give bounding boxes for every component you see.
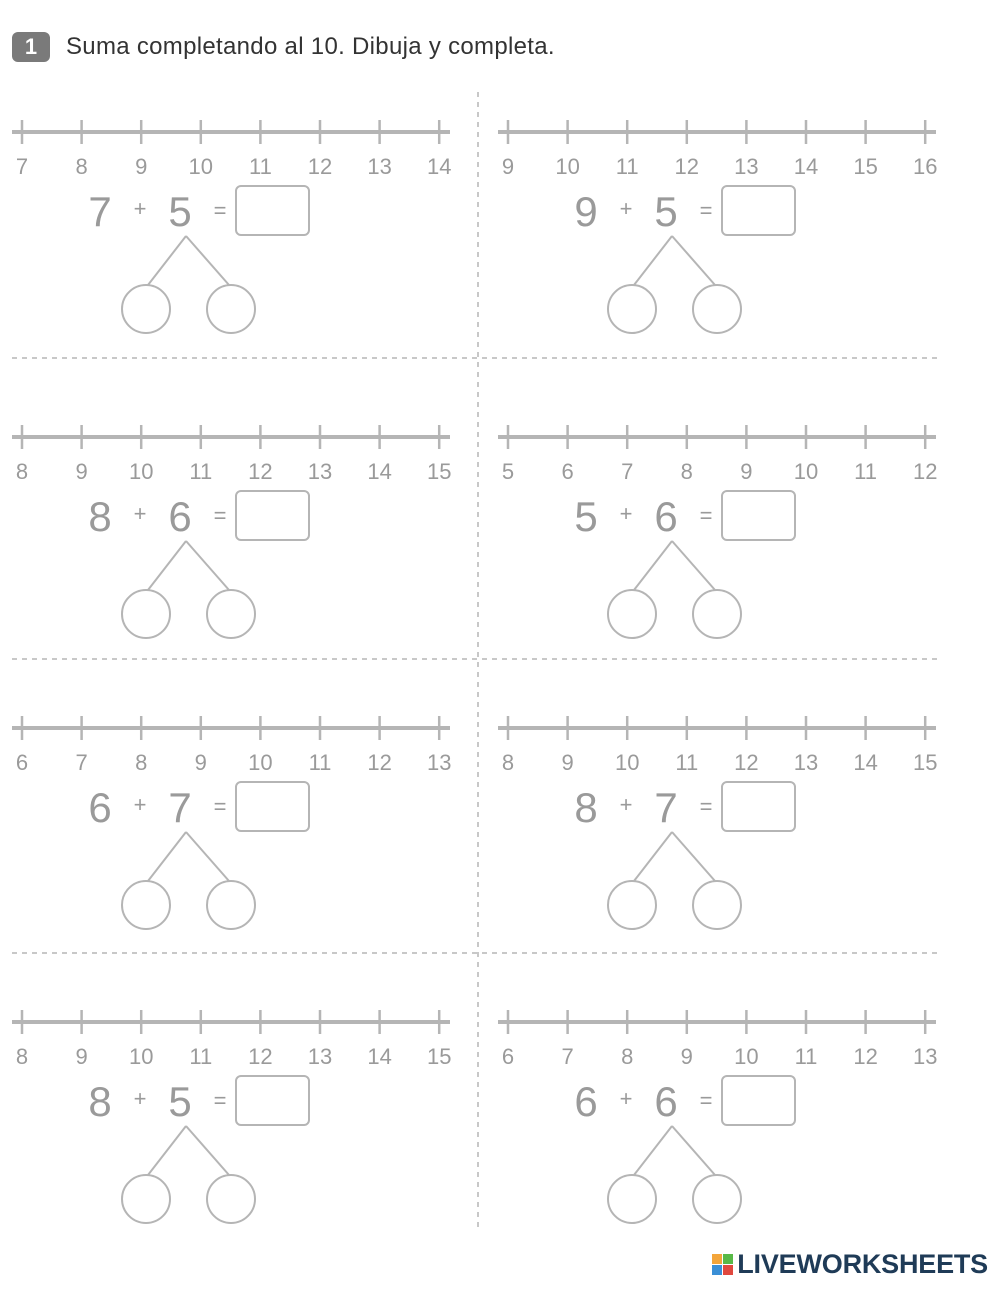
equals-sign: = [213, 503, 227, 528]
plus-sign: + [619, 196, 633, 221]
tick-label: 12 [248, 1044, 273, 1069]
tick-label: 7 [561, 1044, 574, 1069]
decompose-circle-left[interactable] [122, 881, 170, 929]
tick-label: 13 [367, 154, 392, 179]
liveworksheets-logo-icon [712, 1254, 733, 1275]
addend-b: 5 [654, 188, 678, 235]
tick-label: 13 [734, 154, 759, 179]
tick-label: 9 [501, 154, 515, 179]
addend-a: 6 [574, 1078, 598, 1125]
tick-label: 8 [15, 1044, 29, 1069]
answer-box[interactable] [236, 782, 309, 831]
addend-b: 7 [168, 784, 192, 831]
exercise-3 [12, 425, 451, 638]
exercise-6 [498, 716, 937, 929]
tick-label: 9 [135, 154, 148, 179]
tick-label: 9 [680, 1044, 693, 1069]
tick-label: 12 [307, 154, 333, 179]
tick-label: 14 [367, 459, 392, 484]
branch-line-right [186, 1126, 229, 1175]
tick-label: 12 [912, 459, 938, 484]
addend-a: 5 [574, 493, 598, 540]
tick-label: 10 [188, 154, 214, 179]
tick-label: 15 [912, 750, 938, 775]
plus-sign: + [619, 792, 633, 817]
addend-b: 6 [654, 1078, 678, 1125]
answer-box[interactable] [722, 186, 795, 235]
decompose-circle-right[interactable] [207, 881, 255, 929]
answer-box[interactable] [722, 1076, 795, 1125]
brand-name: LIVEWORKSHEETS [737, 1249, 988, 1279]
equals-sign: = [213, 198, 227, 223]
tick-label: 12 [853, 1044, 878, 1069]
tick-label: 8 [680, 459, 693, 484]
tick-label: 10 [793, 459, 819, 484]
tick-label: 6 [15, 750, 29, 775]
equals-sign: = [699, 1088, 713, 1113]
addend-a: 8 [574, 784, 598, 831]
exercise-5 [12, 716, 451, 929]
tick-label: 10 [248, 750, 273, 775]
addend-b: 6 [654, 493, 678, 540]
tick-label: 14 [367, 1044, 392, 1069]
decompose-circle-right[interactable] [693, 881, 741, 929]
tick-label: 11 [189, 459, 213, 484]
branch-line-left [148, 1126, 186, 1175]
equals-sign: = [699, 198, 713, 223]
answer-box[interactable] [236, 491, 309, 540]
branch-line-left [634, 1126, 672, 1175]
tick-label: 12 [674, 154, 700, 179]
logo-square [723, 1254, 733, 1264]
instruction-text: Suma completando al 10. Dibuja y completa. [66, 33, 555, 60]
decompose-circle-right[interactable] [207, 285, 255, 333]
decompose-circle-left[interactable] [122, 1175, 170, 1223]
tick-label: 9 [75, 1044, 88, 1069]
addend-b: 7 [654, 784, 678, 831]
tick-label: 9 [194, 750, 207, 775]
decompose-circle-left[interactable] [608, 881, 656, 929]
branch-line-right [672, 541, 715, 590]
tick-label: 7 [15, 154, 29, 179]
tick-label: 9 [561, 750, 574, 775]
tick-label: 15 [426, 1044, 452, 1069]
tick-label: 11 [675, 750, 699, 775]
tick-label: 11 [854, 459, 878, 484]
tick-label: 12 [248, 459, 273, 484]
answer-box[interactable] [236, 1076, 309, 1125]
tick-label: 14 [853, 750, 878, 775]
tick-label: 11 [248, 154, 272, 179]
tick-label: 6 [561, 459, 574, 484]
decompose-circle-left[interactable] [608, 285, 656, 333]
tick-label: 14 [426, 154, 452, 179]
addend-b: 5 [168, 1078, 192, 1125]
decompose-circle-right[interactable] [207, 1175, 255, 1223]
decompose-circle-right[interactable] [693, 590, 741, 638]
plus-sign: + [133, 196, 147, 221]
tick-label: 15 [426, 459, 452, 484]
logo-square [712, 1254, 722, 1264]
branch-line-left [634, 236, 672, 285]
plus-sign: + [133, 1086, 147, 1111]
plus-sign: + [619, 1086, 633, 1111]
exercise-7 [12, 1010, 451, 1223]
logo-square [712, 1265, 722, 1275]
tick-label: 12 [734, 750, 759, 775]
equals-sign: = [213, 1088, 227, 1113]
tick-label: 8 [15, 459, 29, 484]
branch-line-right [672, 1126, 715, 1175]
tick-label: 10 [614, 750, 640, 775]
exercise-number-badge: 1 [12, 32, 50, 62]
tick-label: 12 [367, 750, 392, 775]
tick-label: 9 [740, 459, 753, 484]
tick-label: 15 [853, 154, 878, 179]
equals-sign: = [699, 794, 713, 819]
tick-label: 8 [135, 750, 148, 775]
decompose-circle-right[interactable] [207, 590, 255, 638]
addend-a: 6 [88, 784, 112, 831]
decompose-circle-left[interactable] [608, 590, 656, 638]
branch-line-right [672, 832, 715, 881]
branch-line-left [148, 832, 186, 881]
tick-label: 11 [308, 750, 332, 775]
branch-line-right [186, 832, 229, 881]
tick-label: 13 [912, 1044, 938, 1069]
answer-box[interactable] [722, 782, 795, 831]
tick-label: 13 [793, 750, 819, 775]
exercise-2 [498, 120, 937, 333]
decompose-circle-left[interactable] [122, 285, 170, 333]
tick-label: 14 [793, 154, 819, 179]
tick-label: 11 [615, 154, 639, 179]
addend-b: 6 [168, 493, 192, 540]
branch-line-left [634, 541, 672, 590]
decompose-circle-right[interactable] [693, 285, 741, 333]
tick-label: 10 [128, 1044, 154, 1069]
exercise-1 [12, 120, 451, 333]
equals-sign: = [699, 503, 713, 528]
decompose-circle-right[interactable] [693, 1175, 741, 1223]
decompose-circle-left[interactable] [608, 1175, 656, 1223]
branch-line-right [186, 236, 229, 285]
tick-label: 8 [621, 1044, 634, 1069]
tick-label: 11 [189, 1044, 213, 1069]
addend-a: 8 [88, 493, 112, 540]
tick-label: 10 [128, 459, 154, 484]
tick-label: 5 [501, 459, 515, 484]
addend-b: 5 [168, 188, 192, 235]
addend-a: 7 [88, 188, 112, 235]
plus-sign: + [133, 792, 147, 817]
branch-line-left [148, 236, 186, 285]
addend-a: 8 [88, 1078, 112, 1125]
exercise-8 [498, 1010, 937, 1223]
branch-line-right [672, 236, 715, 285]
answer-box[interactable] [236, 186, 309, 235]
plus-sign: + [619, 501, 633, 526]
tick-label: 13 [426, 750, 452, 775]
tick-label: 7 [75, 750, 88, 775]
tick-label: 16 [912, 154, 938, 179]
tick-label: 13 [307, 459, 333, 484]
branch-line-left [634, 832, 672, 881]
tick-label: 11 [794, 1044, 818, 1069]
tick-label: 9 [75, 459, 88, 484]
tick-label: 13 [307, 1044, 333, 1069]
decompose-circle-left[interactable] [122, 590, 170, 638]
exercise-4 [498, 425, 937, 638]
answer-box[interactable] [722, 491, 795, 540]
tick-label: 8 [501, 750, 515, 775]
addend-a: 9 [574, 188, 598, 235]
logo-square [723, 1265, 733, 1275]
footer-logo[interactable] [712, 1249, 988, 1280]
equals-sign: = [213, 794, 227, 819]
branch-line-left [148, 541, 186, 590]
plus-sign: + [133, 501, 147, 526]
tick-label: 10 [734, 1044, 759, 1069]
tick-label: 8 [75, 154, 88, 179]
tick-label: 7 [621, 459, 634, 484]
tick-label: 6 [501, 1044, 515, 1069]
branch-line-right [186, 541, 229, 590]
tick-label: 10 [555, 154, 580, 179]
